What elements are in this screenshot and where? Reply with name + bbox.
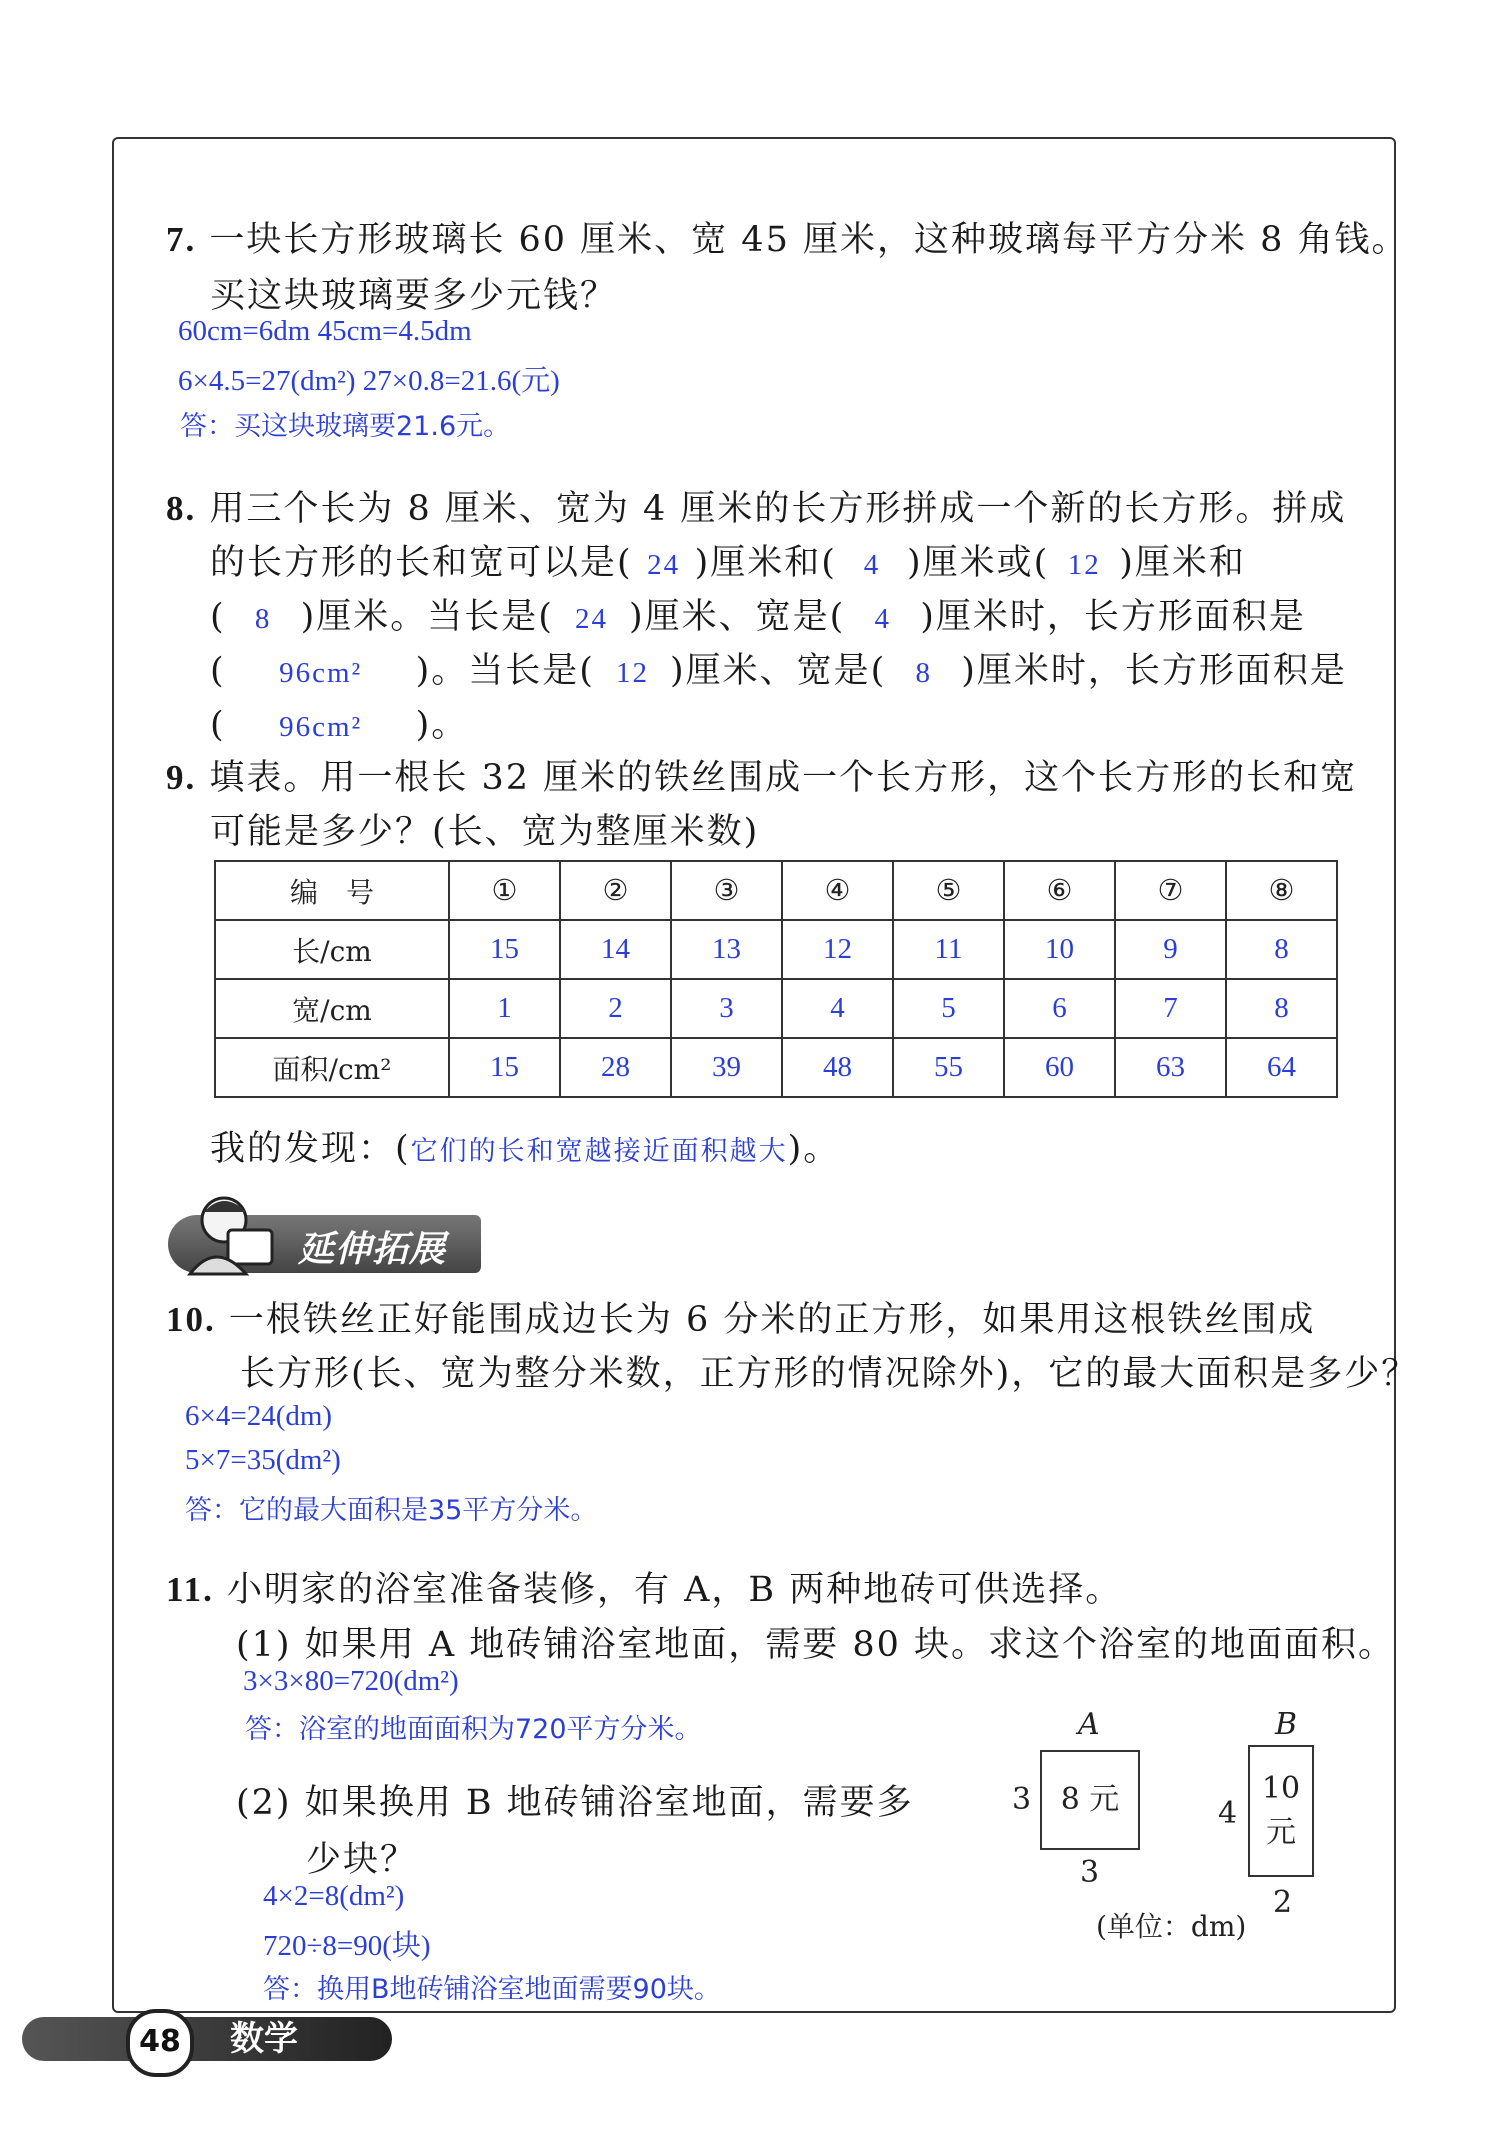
finding-suffix: )。 (787, 1129, 841, 1169)
q8-line4 (210, 643, 1347, 693)
table-cell: 15 (449, 1038, 560, 1097)
q8-text: )。 (415, 705, 469, 745)
q10-answer2: 5×7=35(dm²) (185, 1444, 341, 1476)
q8-blank-10: 96cm² (279, 711, 363, 743)
table-cell: 2 (560, 979, 671, 1038)
table-cell: ② (560, 861, 671, 920)
tile-a-side: 3 (1012, 1782, 1032, 1817)
q7-text1: 一块长方形玻璃长 60 厘米、宽 45 厘米，这种玻璃每平方分米 8 角钱。 (209, 220, 1409, 260)
q8-blank-8: 12 (615, 657, 649, 689)
q11-text1: 小明家的浴室准备装修，有 A，B 两种地砖可供选择。 (226, 1570, 1123, 1610)
q7-answer2: 6×4.5=27(dm²) 27×0.8=21.6(元) (178, 365, 560, 397)
table-cell: 8 (1226, 920, 1337, 979)
table-cell: 10 (1004, 920, 1115, 979)
q11-p2-answer3: 答：换用B地砖铺浴室地面需要90块。 (263, 1974, 721, 2005)
finding-answer: 它们的长和宽越接近面积越大 (410, 1136, 788, 1167)
subject-label: 数学 (230, 2019, 298, 2059)
q9-line1 (166, 750, 1357, 800)
q8-blank-3: 12 (1067, 549, 1101, 581)
q8-blank-1: 24 (647, 549, 681, 581)
q7-line2: 买这块玻璃要多少元钱？ (210, 276, 618, 316)
q8-blank-2: 4 (863, 549, 881, 581)
q11-part2-line2: 少块？ (306, 1840, 418, 1880)
table-cell: ① (449, 861, 560, 920)
table-cell: 4 (782, 979, 893, 1038)
q10-text1: 一根铁丝正好能围成边长为 6 分米的正方形，如果用这根铁丝围成 (228, 1300, 1316, 1340)
q9-text1: 填表。用一根长 32 厘米的铁丝围成一个长方形，这个长方形的长和宽 (209, 758, 1358, 798)
tile-b (1248, 1745, 1314, 1877)
table-cell: 8 (1226, 979, 1337, 1038)
q8-blank-5: 24 (574, 603, 608, 635)
q7-line1 (166, 212, 1409, 262)
q7-answer3: 答：买这块玻璃要21.6元。 (180, 411, 511, 442)
q9-number: 9. (166, 758, 197, 797)
table-cell: 12 (782, 920, 893, 979)
q10-line2: 长方形(长、宽为整分米数，正方形的情况除外)，它的最大面积是多少？ (240, 1354, 1419, 1394)
table-cell: 11 (893, 920, 1004, 979)
q11-part1: (1) 如果用 A 地砖铺浴室地面，需要 80 块。求这个浴室的地面面积。 (236, 1625, 1396, 1665)
q8-text: )厘米或( (906, 543, 1050, 583)
table-cell: 64 (1226, 1038, 1337, 1097)
table-cell: 5 (893, 979, 1004, 1038)
q8-text: )厘米、宽是( (628, 597, 846, 637)
q9-line2: 可能是多少？(长、宽为整厘米数) (210, 812, 760, 852)
q8-text: ( (210, 597, 226, 637)
q8-text: ( (210, 651, 226, 691)
table-cell: 6 (1004, 979, 1115, 1038)
table-row (215, 920, 1337, 979)
section-tag-label: 延伸拓展 (298, 1229, 447, 1270)
table-cell: 1 (449, 979, 560, 1038)
q11-part2-line1: (2) 如果换用 B 地砖铺浴室地面，需要多 (236, 1783, 914, 1823)
table-cell: ⑧ (1226, 861, 1337, 920)
table-row (215, 1038, 1337, 1097)
table-row (215, 979, 1337, 1038)
q8-text: )厘米和 (1119, 543, 1246, 583)
table-cell: ④ (782, 861, 893, 920)
q10-answer1: 6×4=24(dm) (185, 1400, 333, 1432)
table-cell: ③ (671, 861, 782, 920)
table-cell: ⑦ (1115, 861, 1226, 920)
table-cell: 14 (560, 920, 671, 979)
q10-number: 10. (166, 1300, 216, 1339)
table-cell: 28 (560, 1038, 671, 1097)
tile-b-price-1: 10 (1261, 1771, 1301, 1806)
unit-note: (单位：dm) (1096, 1910, 1247, 1943)
tile-a-price: 8 元 (1060, 1782, 1120, 1817)
table-cell: 60 (1004, 1038, 1115, 1097)
table-row (215, 861, 1337, 920)
q8-blank-7: 96cm² (279, 657, 363, 689)
table-cell: 55 (893, 1038, 1004, 1097)
q11-p2-answer1: 4×2=8(dm²) (263, 1880, 405, 1912)
q8-line5 (210, 697, 468, 747)
q8-text: )厘米。当长是( (300, 597, 554, 637)
table-cell: ⑤ (893, 861, 1004, 920)
footer-bar (22, 2017, 392, 2061)
table-cell: 9 (1115, 920, 1226, 979)
table-cell: 3 (671, 979, 782, 1038)
row-header: 编 号 (215, 861, 449, 920)
q11-number: 11. (166, 1570, 214, 1609)
kid-reading-icon (176, 1190, 286, 1280)
tile-b-label: B (1275, 1707, 1298, 1742)
q11-p1-answer2: 答：浴室的地面面积为720平方分米。 (245, 1714, 702, 1745)
q8-blank-6: 4 (874, 603, 892, 635)
q9-finding (210, 1121, 840, 1171)
q8-text: ( (210, 705, 226, 745)
tile-a-bottom: 3 (1080, 1855, 1100, 1890)
q8-number: 8. (166, 489, 197, 528)
q7-number: 7. (166, 220, 197, 259)
q10-line1 (166, 1292, 1315, 1342)
q11-p1-answer1: 3×3×80=720(dm²) (243, 1665, 459, 1697)
q8-text: 的长方形的长和宽可以是( (210, 543, 633, 583)
row-header: 面积/cm² (215, 1038, 449, 1097)
table-cell: 48 (782, 1038, 893, 1097)
tile-a-label: A (1078, 1707, 1100, 1742)
row-header: 宽/cm (215, 979, 449, 1038)
q8-text: )。当长是( (415, 651, 595, 691)
q11-line1 (166, 1562, 1122, 1612)
table-cell: ⑥ (1004, 861, 1115, 920)
tile-a (1040, 1750, 1140, 1850)
table-cell: 39 (671, 1038, 782, 1097)
row-header: 长/cm (215, 920, 449, 979)
q8-blank-4: 8 (254, 603, 272, 635)
q7-answer1: 60cm=6dm 45cm=4.5dm (178, 315, 472, 347)
q11-p2-answer2: 720÷8=90(块) (263, 1930, 431, 1962)
q8-text: )厘米时，长方形面积是 (920, 597, 1306, 637)
tile-b-bottom: 2 (1273, 1885, 1293, 1920)
q9-table (214, 860, 1338, 1098)
q8-text1: 用三个长为 8 厘米、宽为 4 厘米的长方形拼成一个新的长方形。拼成 (209, 489, 1347, 529)
q8-blank-9: 8 (915, 657, 933, 689)
table-cell: 13 (671, 920, 782, 979)
tile-b-side: 4 (1218, 1796, 1238, 1831)
tile-b-price-2: 元 (1266, 1815, 1296, 1850)
q8-text: )厘米时，长方形面积是 (961, 651, 1347, 691)
q8-text: )厘米和( (694, 543, 837, 583)
q8-line2 (210, 535, 1246, 585)
table-cell: 15 (449, 920, 560, 979)
table-cell: 7 (1115, 979, 1226, 1038)
q8-line3 (210, 589, 1306, 639)
table-cell: 63 (1115, 1038, 1226, 1097)
page-number: 48 (126, 2009, 194, 2077)
q10-answer3: 答：它的最大面积是35平方分米。 (185, 1495, 598, 1526)
finding-prefix: 我的发现：( (210, 1129, 411, 1169)
q8-text: )厘米、宽是( (669, 651, 887, 691)
q8-line1 (166, 481, 1346, 531)
